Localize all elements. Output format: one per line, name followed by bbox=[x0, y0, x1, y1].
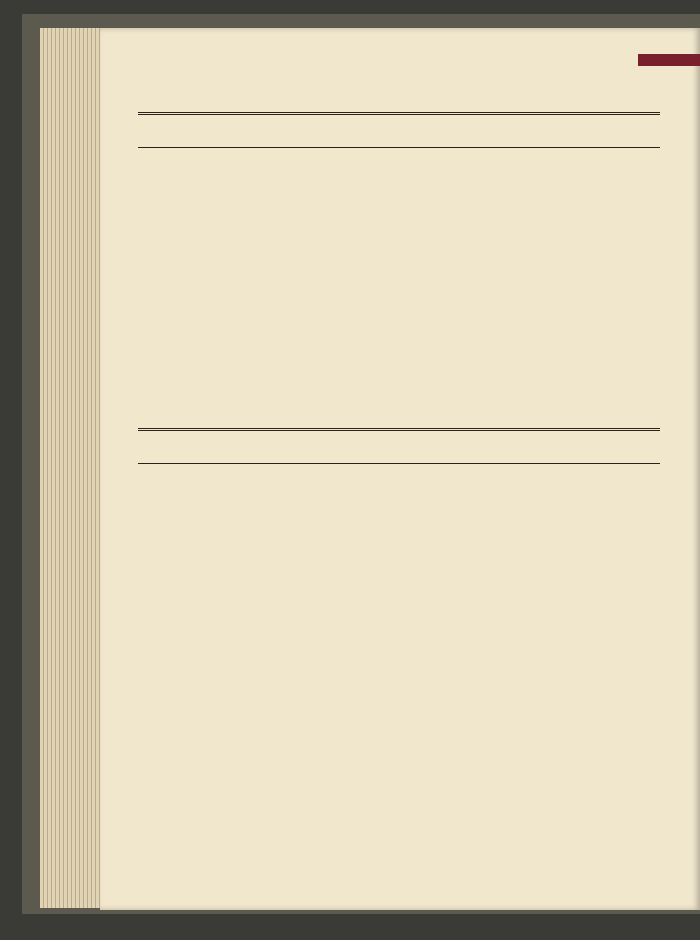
bookmark-ribbon bbox=[638, 54, 700, 66]
top-table-header bbox=[138, 112, 660, 148]
bottom-ledger-table bbox=[138, 428, 660, 898]
bottom-table-header bbox=[138, 428, 660, 464]
ledger-page bbox=[100, 28, 700, 910]
top-ledger-table bbox=[138, 112, 660, 372]
